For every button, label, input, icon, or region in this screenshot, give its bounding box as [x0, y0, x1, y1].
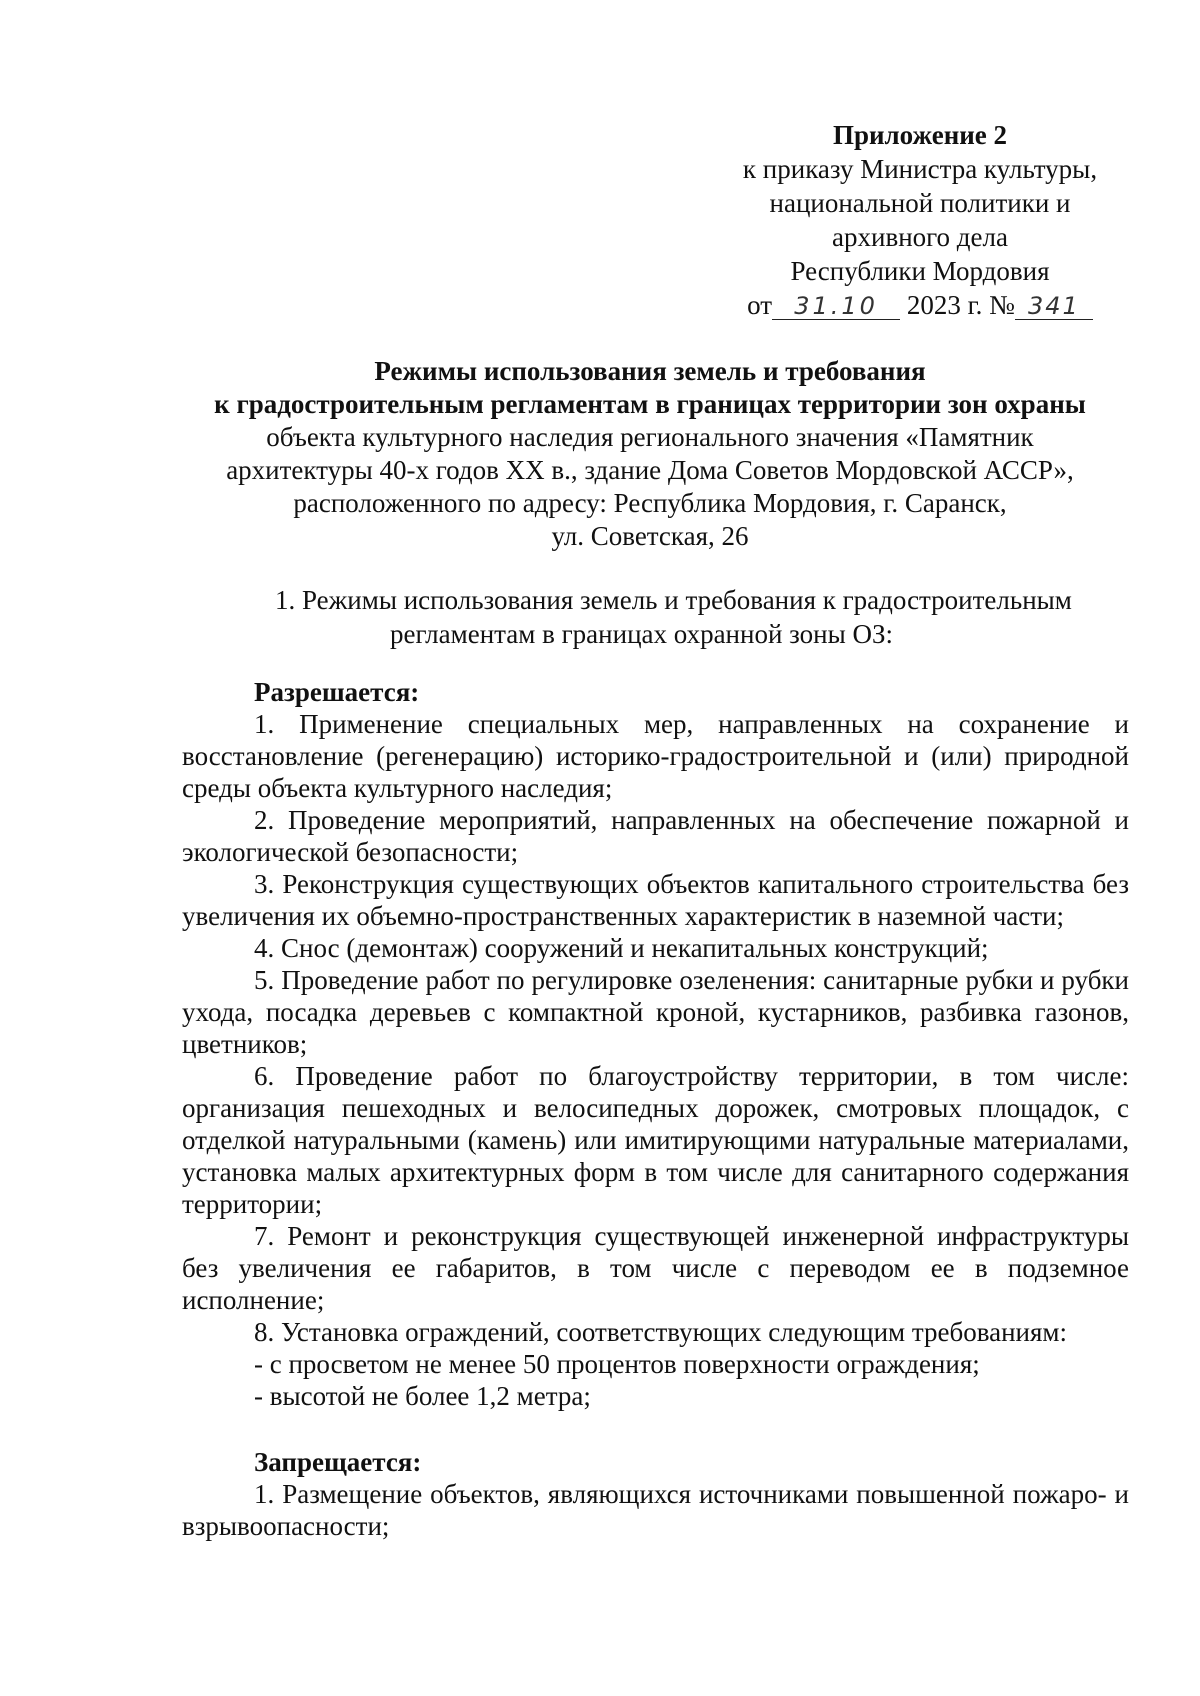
- fence-requirement: - с просветом не менее 50 процентов поверхности ограждения;: [254, 1349, 980, 1379]
- title-bold-line: Режимы использования земель и требования: [374, 356, 926, 386]
- document-title: [170, 355, 1130, 553]
- appendix-header: [695, 118, 1145, 322]
- allowed-item: 5. Проведение работ по регулировке озеленения: санитарные рубки и рубки ухода, посадка деревьев с компактной кроной, кустарников, разбивка газонов, цветников;: [182, 965, 1129, 1059]
- allowed-item: 6. Проведение работ по благоустройству территории, в том числе: организация пешеходных и велосипедных дорожек, смотровых площадок, с отделкой натуральными (камень) или имитирующими натуральные материалами, установка малых архитектурных форм в том числе для санитарного содержания территории;: [182, 1061, 1129, 1219]
- fence-requirement: - высотой не более 1,2 метра;: [254, 1381, 591, 1411]
- appendix-line: архивного дела: [832, 222, 1008, 252]
- date-suffix: 2023 г. №: [906, 290, 1015, 320]
- forbidden-heading: Запрещается:: [254, 1447, 422, 1477]
- section-heading: [170, 583, 1130, 651]
- allowed-item: 3. Реконструкция существующих объектов капитального строительства без увеличения их объемно-пространственных характеристик в наземной части;: [182, 869, 1129, 931]
- handwritten-order-number: 341: [1015, 293, 1093, 320]
- appendix-line: Республики Мордовия: [790, 256, 1050, 286]
- allowed-item: 2. Проведение мероприятий, направленных на обеспечение пожарной и экологической безопасности;: [182, 805, 1129, 867]
- appendix-title: Приложение 2: [832, 120, 1008, 150]
- title-bold-line: к градостроительным регламентам в границах территории зон охраны: [214, 389, 1086, 419]
- appendix-line: к приказу Министра культуры,: [742, 154, 1098, 184]
- spacer: [182, 1412, 1129, 1446]
- allowed-item: 1. Применение специальных мер, направленных на сохранение и восстановление (регенерацию) историко-градостроительной и (или) природной среды объекта культурного наследия;: [182, 709, 1129, 803]
- order-date-line: [695, 288, 1145, 322]
- appendix-line: национальной политики и: [769, 188, 1071, 218]
- section-heading-line: 1. Режимы использования земель и требования к градостроительным: [275, 585, 1072, 615]
- section-heading-line: регламентам в границах охранной зоны ОЗ:: [390, 619, 894, 649]
- handwritten-date: 31.10: [772, 293, 900, 320]
- date-prefix: от: [747, 290, 773, 320]
- allowed-heading: Разрешается:: [254, 677, 420, 707]
- allowed-item: 7. Ремонт и реконструкция существующей инженерной инфраструктуры без увеличения ее габаритов, в том числе с переводом ее в подземное исполнение;: [182, 1221, 1129, 1315]
- title-line: архитектуры 40-х годов XX в., здание Дома Советов Мордовской АССР»,: [226, 455, 1074, 485]
- allowed-item: 4. Снос (демонтаж) сооружений и некапитальных конструкций;: [254, 933, 989, 963]
- document-body: [182, 676, 1129, 1542]
- title-line: ул. Советская, 26: [551, 521, 749, 551]
- forbidden-item: 1. Размещение объектов, являющихся источниками повышенной пожаро- и взрывоопасности;: [182, 1479, 1129, 1541]
- allowed-item: 8. Установка ограждений, соответствующих следующим требованиям:: [254, 1317, 1067, 1347]
- title-line: расположенного по адресу: Республика Мордовия, г. Саранск,: [293, 488, 1007, 518]
- title-line: объекта культурного наследия регионального значения «Памятник: [266, 422, 1034, 452]
